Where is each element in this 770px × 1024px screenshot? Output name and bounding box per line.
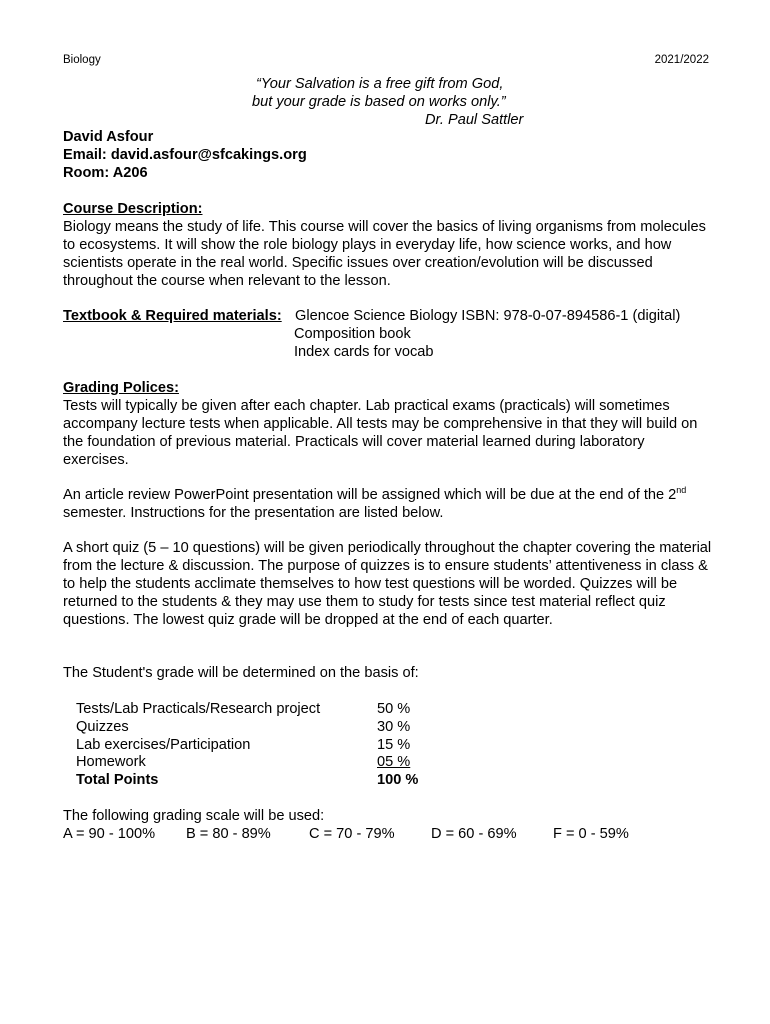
grading-heading: Grading Polices: — [63, 380, 179, 396]
quote-author: Dr. Paul Sattler — [425, 112, 524, 128]
course-description-section — [63, 200, 713, 290]
materials-item-textbook: Glencoe Science Biology ISBN: 978-0-07-894586-1 (digital) — [295, 308, 681, 324]
materials-item-composition-book: Composition book — [294, 326, 411, 342]
ordinal-superscript: nd — [676, 485, 687, 496]
quote-line-2: but your grade is based on works only.” — [252, 94, 506, 110]
grade-component-name: Lab exercises/Participation — [76, 737, 251, 753]
grade-total-label: Total Points — [76, 772, 159, 788]
grade-component-row — [76, 700, 436, 718]
grade-scale-c: C = 70 - 79% — [309, 826, 395, 842]
materials-item-index-cards: Index cards for vocab — [294, 344, 434, 360]
course-description-heading: Course Description: — [63, 201, 203, 217]
grading-paragraph-quizzes: A short quiz (5 – 10 questions) will be given periodically throughout the chapter covering the material from the lecture & discussion. The purpose of quizzes is to ensure students’ attentiveness in class & to help the students acclimate themselves to how test questions will be worded. Quizzes will be returned to the students & they may use them to study for tests since test material reflect quiz questions. The lowest quiz grade will be dropped at the end of each quarter. — [63, 540, 712, 628]
grade-basis-intro: The Student's grade will be determined on the basis of: — [63, 665, 419, 681]
subject-label: Biology — [63, 54, 101, 66]
grade-component-percent: 50 % — [377, 701, 411, 717]
grade-total-percent: 100 % — [377, 772, 419, 788]
quote-line-1: “Your Salvation is a free gift from God, — [256, 76, 504, 92]
grade-component-percent: 05 % — [377, 754, 411, 770]
grade-component-percent: 15 % — [377, 737, 411, 753]
instructor-name: David Asfour — [63, 129, 154, 145]
grade-scale-b: B = 80 - 89% — [186, 826, 271, 842]
grading-scale-intro: The following grading scale will be used: — [63, 808, 325, 824]
instructor-email: Email: david.asfour@sfcakings.org — [63, 147, 307, 163]
materials-heading: Textbook & Required materials: — [63, 308, 282, 324]
instructor-room: Room: A206 — [63, 165, 148, 181]
grade-component-row — [76, 753, 436, 771]
grade-component-row — [76, 718, 436, 736]
grade-scale-d: D = 60 - 69% — [431, 826, 517, 842]
grade-component-name: Quizzes — [76, 719, 129, 735]
grade-total-row — [76, 771, 436, 789]
grade-component-percent: 30 % — [377, 719, 411, 735]
presentation-text-start: An article review PowerPoint presentation will be assigned which will be due at the end of the 2 — [63, 487, 677, 503]
school-year: 2021/2022 — [654, 54, 709, 66]
grading-paragraph-presentation — [63, 486, 713, 522]
grading-paragraph-tests: Tests will typically be given after each chapter. Lab practical exams (practicals) will sometimes accompany lecture tests when applicable. All tests may be comprehensive in that they will build on the foundation of previous material. Practicals will cover material learned during laboratory exercises. — [63, 398, 698, 468]
grade-component-name: Tests/Lab Practicals/Research project — [76, 701, 321, 717]
grade-scale-a: A = 90 - 100% — [63, 826, 156, 842]
grade-component-name: Homework — [76, 754, 146, 770]
grading-section — [63, 379, 713, 469]
grade-component-row — [76, 736, 436, 754]
presentation-text-end: semester. Instructions for the presentation are listed below. — [63, 505, 444, 521]
grade-scale-f: F = 0 - 59% — [553, 826, 629, 842]
course-description-text: Biology means the study of life. This course will cover the basics of living organisms from molecules to ecosystems. It will show the role biology plays in everyday life, how science works, and how scientists operate in the real world. Specific issues over creation/evolution will be discussed throughout the course when relevant to the lesson. — [63, 219, 706, 289]
